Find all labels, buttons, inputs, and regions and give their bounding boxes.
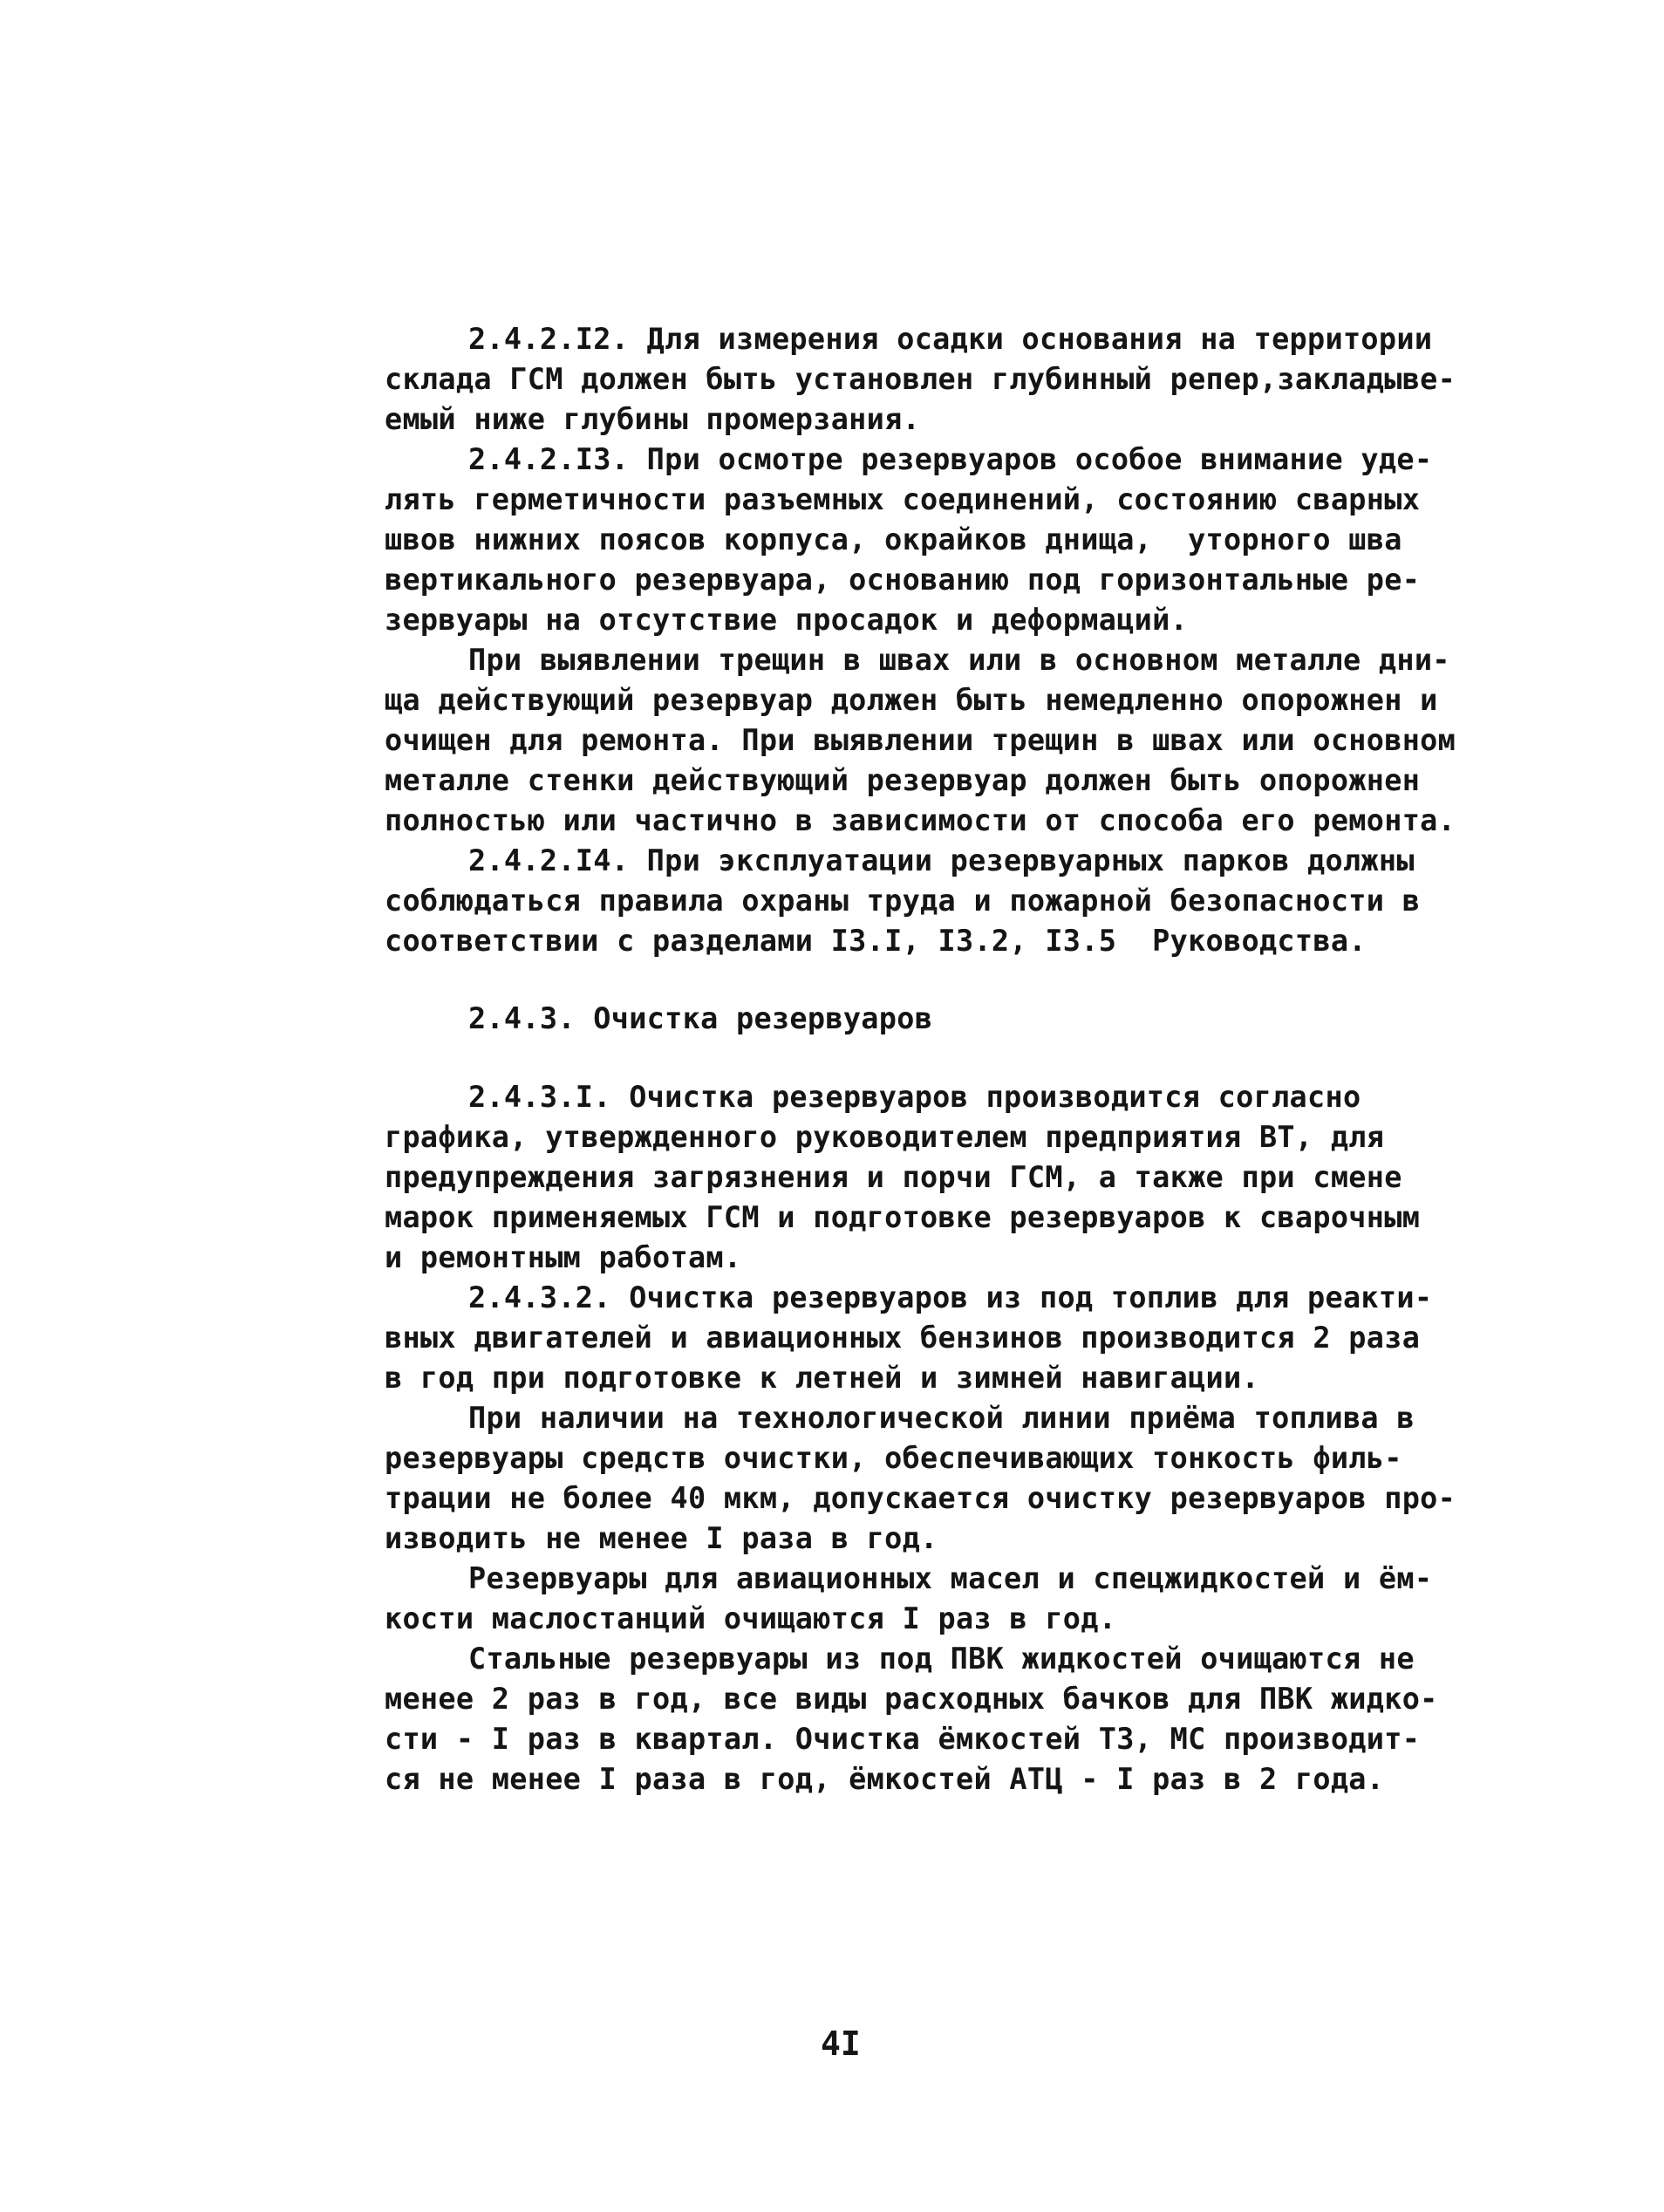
text-line: швов нижних поясов корпуса, окрайков днища, уторного шва — [385, 522, 1402, 556]
text-line: резервуары средств очистки, обеспечивающих тонкость филь- — [385, 1441, 1402, 1475]
text-line: лять герметичности разъемных соединений, состоянию сварных — [385, 482, 1421, 516]
text-line: полностью или частично в зависимости от способа его ремонта. — [385, 803, 1456, 837]
text-line: 2.4.3.I. Очистка резервуаров производится согласно — [468, 1080, 1361, 1114]
text-line: 2.4.2.I4. При эксплуатации резервуарных парков должны — [468, 843, 1415, 877]
text-line: 2.4.2.I3. При осмотре резервуаров особое внимание уде- — [468, 442, 1433, 476]
text-line: Резервуары для авиационных масел и спецжидкостей и ём- — [468, 1561, 1433, 1595]
text-line: 2.4.3.2. Очистка резервуаров из под топлив для реакти- — [468, 1280, 1433, 1314]
text-line: вных двигателей и авиационных бензинов производится 2 раза — [385, 1321, 1421, 1355]
text-line: марок применяемых ГСМ и подготовке резервуаров к сварочным — [385, 1200, 1421, 1234]
text-line: ща действующий резервуар должен быть немедленно опорожнен и — [385, 683, 1438, 717]
text-line: в год при подготовке к летней и зимней навигации. — [385, 1361, 1259, 1395]
text-line: 2.4.2.I2. Для измерения осадки основания на территории — [468, 322, 1433, 356]
text-line: очищен для ремонта. При выявлении трещин в швах или основном — [385, 723, 1456, 757]
text-line: кости маслостанций очищаются I раз в год. — [385, 1601, 1117, 1635]
text-line: изводить не менее I раза в год. — [385, 1521, 938, 1555]
text-line: ся не менее I раза в год, ёмкостей АТЦ - I раз в 2 года. — [385, 1762, 1385, 1796]
text-line: При наличии на технологической линии приёма топлива в — [468, 1401, 1415, 1435]
text-line: зервуары на отсутствие просадок и деформаций. — [385, 603, 1189, 637]
text-line: соблюдаться правила охраны труда и пожарной безопасности в — [385, 884, 1421, 918]
text-line: предупреждения загрязнения и порчи ГСМ, а также при смене — [385, 1160, 1402, 1194]
text-line: сти - I раз в квартал. Очистка ёмкостей ТЗ, МС производит- — [385, 1722, 1421, 1756]
text-line: склада ГСМ должен быть установлен глубинный репер,закладыве- — [385, 362, 1456, 396]
text-line: графика, утвержденного руководителем предприятия ВТ, для — [385, 1120, 1385, 1154]
text-line: вертикального резервуара, основанию под горизонтальные ре- — [385, 563, 1421, 597]
section-heading: 2.4.3. Очистка резервуаров — [468, 1001, 933, 1035]
text-line: трации не более 40 мкм, допускается очистку резервуаров про- — [385, 1481, 1456, 1515]
text-line: и ремонтным работам. — [385, 1240, 742, 1274]
text-line: При выявлении трещин в швах или в основном металле дни- — [468, 643, 1450, 677]
text-line: металле стенки действующий резервуар должен быть опорожнен — [385, 763, 1421, 797]
text-line: емый ниже глубины промерзания. — [385, 402, 921, 436]
text-line: менее 2 раз в год, все виды расходных бачков для ПВК жидко- — [385, 1682, 1438, 1716]
text-line: соответствии с разделами I3.I, I3.2, I3.5 Руководства. — [385, 924, 1367, 958]
page-number: 4I — [821, 2024, 861, 2063]
text-line: Стальные резервуары из под ПВК жидкостей очищаются не — [468, 1642, 1415, 1676]
